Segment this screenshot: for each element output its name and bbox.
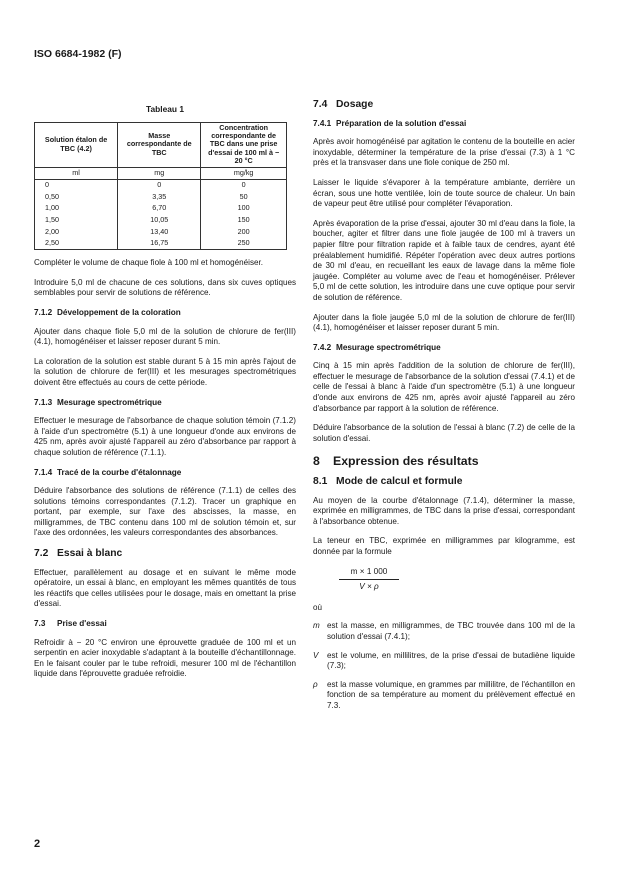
definition-symbol: V [313, 650, 319, 660]
formula-denominator: V × ρ [359, 582, 379, 592]
definition-text: est le volume, en millilitres, de la prise d'essai de butadiène liquide (7.3); [327, 650, 575, 671]
section-title: Expression des résultats [333, 454, 479, 469]
paragraph: Ajouter dans chaque fiole 5,0 ml de la solution de chlorure de fer(III) (4.1), homogénéiser et laisser reposer durant 5 min. [34, 326, 296, 347]
formula-where: où [313, 602, 323, 612]
section-title: Dosage [336, 99, 374, 110]
table-cell: 200 [201, 226, 287, 238]
table-cell: 0 [35, 179, 118, 191]
section-number: 8 [313, 454, 320, 469]
section-number: 7.3 [34, 619, 46, 629]
table-cell: 150 [201, 214, 287, 226]
section-title: Tracé de la courbe d'étalonnage [57, 467, 182, 477]
section-title: Mode de calcul et formule [336, 476, 463, 488]
table-header: Concentration correspondante de TBC dans une prise d'essai de 100 ml à − 20 °C [201, 122, 287, 167]
document-header: ISO 6684-1982 (F) [34, 48, 122, 60]
section-number: 7.4 [313, 99, 328, 110]
table-unit: ml [35, 167, 118, 179]
section-number: 7.4.1 [313, 118, 332, 128]
paragraph: Cinq à 15 min après l'addition de la solution de chlorure de fer(III), effectuer le mesurage de l'absorbance de la solution d'essai (7.4.1) et de celle de l'essai à blanc à l'aide d'un spectromètre (5.1) à une longueur d'onde aux environs de 425 nm, après avoir ajusté l'appareil au zéro d'absorbance par rapport à la solution de référence. [313, 361, 575, 413]
table-row [35, 191, 287, 203]
definition-symbol: m [313, 621, 320, 631]
section-heading-8 [313, 456, 575, 467]
formula-numerator: m × 1 000 [339, 567, 399, 581]
table-cell: 1,00 [35, 203, 118, 215]
paragraph: Introduire 5,0 ml de chacune de ces solutions, dans six cuves optiques semblables pour servir de solutions de référence. [34, 277, 296, 298]
table-cell: 3,35 [118, 191, 201, 203]
table-cell: 250 [201, 238, 287, 250]
section-number: 7.1.4 [34, 467, 53, 477]
table-header-row [35, 122, 287, 167]
table-cell: 2,50 [35, 238, 118, 250]
section-heading-7-4-1 [313, 119, 575, 130]
formula [339, 567, 399, 593]
section-heading-7-2 [34, 549, 296, 560]
paragraph: La coloration de la solution est stable durant 5 à 15 min après l'ajout de la solution de chlorure de fer(III) et les mesurages spectrométriques doivent être effectués au cours de cette période. [34, 356, 296, 387]
table-title: Tableau 1 [145, 104, 184, 114]
section-title: Développement de la coloration [57, 307, 181, 317]
table-unit: mg/kg [201, 167, 287, 179]
section-heading-8-1 [313, 477, 575, 488]
paragraph: Effectuer, parallèlement au dosage et en suivant le même mode opératoire, un essai à blanc, en employant les mêmes quantités de tous les réactifs que celles utilisées pour le dosage, mais en omettant la prise d'essai. [34, 567, 296, 609]
right-column [313, 100, 575, 720]
table-header: Masse correspondante de TBC [118, 122, 201, 167]
section-title: Préparation de la solution d'essai [336, 118, 467, 128]
definition-rho [313, 680, 575, 712]
definition-symbol: ρ [313, 679, 318, 689]
section-title: Mesurage spectrométrique [336, 342, 441, 352]
table-row [35, 179, 287, 191]
paragraph: Après avoir homogénéisé par agitation le contenu de la bouteille en acier inoxydable, déterminer la température de la prise d'essai (7.3) à 1 °C près et la transvaser dans une fiole conique de 250 ml. [313, 137, 575, 168]
table-cell: 2,00 [35, 226, 118, 238]
section-title: Mesurage spectrométrique [57, 397, 162, 407]
paragraph: Refroidir à − 20 °C environ une éprouvette graduée de 100 ml et un serpentin en acier inoxydable s'adaptant à la bouteille d'échantillonnage. En le faisant couler par le tube refroidi, mesurer 100 ml de l'échantillon liquide dans l'éprouvette graduée refroidie. [34, 637, 296, 679]
section-number: 7.1.3 [34, 397, 53, 407]
section-heading-7-1-4 [34, 468, 296, 479]
paragraph: Déduire l'absorbance de la solution de l'essai à blanc (7.2) de celle de la solution d'essai. [313, 423, 575, 443]
paragraph: Ajouter dans la fiole jaugée 5,0 ml de la solution de chlorure de fer(III) (4.1), homogénéiser et laisser reposer durant 5 min. [313, 312, 575, 333]
section-number: 7.4.2 [313, 342, 332, 352]
table-unit-row [35, 167, 287, 179]
left-column [34, 100, 296, 689]
paragraph: Laisser le liquide s'évaporer à la température ambiante, derrière un écran, sous une hotte ventilée, loin de toute source de chaleur. Un bain de vapeur peut être utilisé pour compléter l'évaporation. [313, 177, 575, 209]
table-cell: 1,50 [35, 214, 118, 226]
table-cell: 6,70 [118, 203, 201, 215]
section-title: Prise d'essai [57, 619, 107, 629]
table-cell: 0 [118, 179, 201, 191]
section-number: 7.2 [34, 548, 49, 560]
table-row [35, 203, 287, 215]
table-header: Solution étalon de TBC (4.2) [35, 122, 118, 167]
section-heading-7-4-2 [313, 343, 575, 354]
page-number: 2 [34, 838, 41, 850]
section-heading-7-3 [34, 619, 296, 630]
table-cell: 100 [201, 203, 287, 215]
calibration-table [34, 122, 287, 251]
section-heading-7-1-3 [34, 398, 296, 409]
paragraph: Compléter le volume de chaque fiole à 100 ml et homogénéiser. [34, 258, 264, 268]
section-number: 8.1 [313, 476, 328, 488]
table-cell: 0,50 [35, 191, 118, 203]
definition-text: est la masse volumique, en grammes par millilitre, de l'échantillon en fonction de sa température au moment du prélèvement effectué en 7.3. [327, 679, 575, 710]
definition-m [313, 621, 575, 642]
paragraph: Déduire l'absorbance des solutions de référence (7.1.1) de celles des solutions témoins correspondantes (7.1.2). Tracer un graphique en portant, par exemple, sur l'axe des abscisses, la masse, en milligrammes, de TBC contenu dans 100 ml de solution témoin et, sur l'axe des ordonnées, les valeurs correspondantes des absorbances. [34, 486, 296, 538]
table-cell: 10,05 [118, 214, 201, 226]
table-cell: 16,75 [118, 238, 201, 250]
section-heading-7-4 [313, 100, 575, 111]
section-heading-7-1-2 [34, 308, 296, 319]
table-row [35, 238, 287, 250]
paragraph: Au moyen de la courbe d'étalonnage (7.1.4), déterminer la masse, exprimée en milligrammes, de TBC dans la prise d'essai, correspondant à l'absorbance obtenue. [313, 495, 575, 526]
table-row [35, 214, 287, 226]
paragraph: La teneur en TBC, exprimée en milligrammes par kilogramme, est donnée par la formule [313, 536, 575, 556]
table-unit: mg [118, 167, 201, 179]
table-cell: 13,40 [118, 226, 201, 238]
section-title: Essai à blanc [57, 548, 123, 560]
definition-text: est la masse, en milligrammes, de TBC trouvée dans 100 ml de la solution d'essai (7.4.1); [327, 621, 575, 641]
paragraph: Effectuer le mesurage de l'absorbance de chaque solution témoin (7.1.2) à l'aide d'un spectromètre (5.1) à une longueur d'onde aux environs de 425 nm, après avoir ajusté l'appareil au zéro d'absorbance par rapport à chaque solution de référence (7.1.1). [34, 416, 296, 457]
table-cell: 50 [201, 191, 287, 203]
table-row [35, 226, 287, 238]
section-number: 7.1.2 [34, 307, 53, 317]
paragraph: Après évaporation de la prise d'essai, ajouter 30 ml d'eau dans la fiole, la boucher, agiter et filtrer dans une fiole jaugée de 100 ml à travers un papier filtre pour filtration rapide et à faible taux de cendres, ayant été préalablement humidifié. Répéter l'opération avec deux autres portions de 30 ml d'eau, en recueillant les eaux de lavage dans la même fiole jaugée. Compléter au volume avec de l'eau et homogénéiser. Prélever 5,0 ml de cette solution, les introduire dans une cuve optique pour servir de solution de référence. [313, 218, 575, 302]
definition-v [313, 651, 575, 672]
table-cell: 0 [201, 179, 287, 191]
